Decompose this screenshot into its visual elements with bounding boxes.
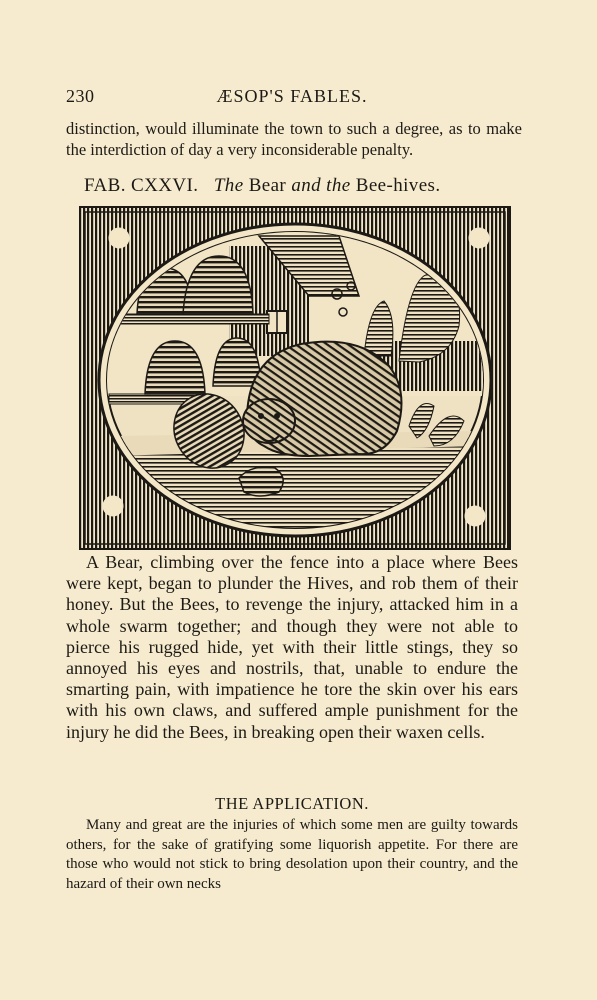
page-number: 230 [66, 86, 95, 106]
application-heading: THE APPLICATION. [215, 794, 369, 813]
application-text: Many and great are the injuries of which some men are guilty towards others, for the sake of gratifying some liquorish appetite. For there are those who would not stick to bring desolation upon their country, and the hazard of their own necks [66, 817, 518, 892]
woodcut-illustration [79, 206, 511, 550]
fable-title-hives: Bee-hives. [355, 175, 441, 196]
fable-body [66, 552, 518, 743]
running-title: ÆSOP'S FABLES. [216, 86, 368, 106]
carryover-paragraph [66, 118, 522, 160]
fable-title-the-2: the [326, 175, 351, 196]
fable-title [84, 175, 524, 197]
carryover-text: distinction, would illuminate the town to such a degree, as to make the interdiction of day a very inconsiderable penalty. [66, 119, 522, 159]
fable-title-bear: Bear [248, 175, 287, 196]
application-body [66, 816, 518, 894]
fable-number: FAB. CXXVI. [84, 175, 199, 196]
fable-body-text: A Bear, climbing over the fence into a place where Bees were kept, began to plunder the Hives, and rob them of their honey. But the Bees, to revenge the injury, attacked him in a whole swarm together; and though they were not able to pierce his rugged hide, yet with their little stings, they so annoyed his eyes and nostrils, that, unable to endure the smarting pain, with impatience he tore the skin over his ears with his own claws, and suffered ample punishment for the injury he did the Bees, in breaking open their waxen cells. [66, 552, 518, 742]
fable-title-the: The [213, 175, 244, 196]
fable-title-and: and [291, 175, 322, 196]
